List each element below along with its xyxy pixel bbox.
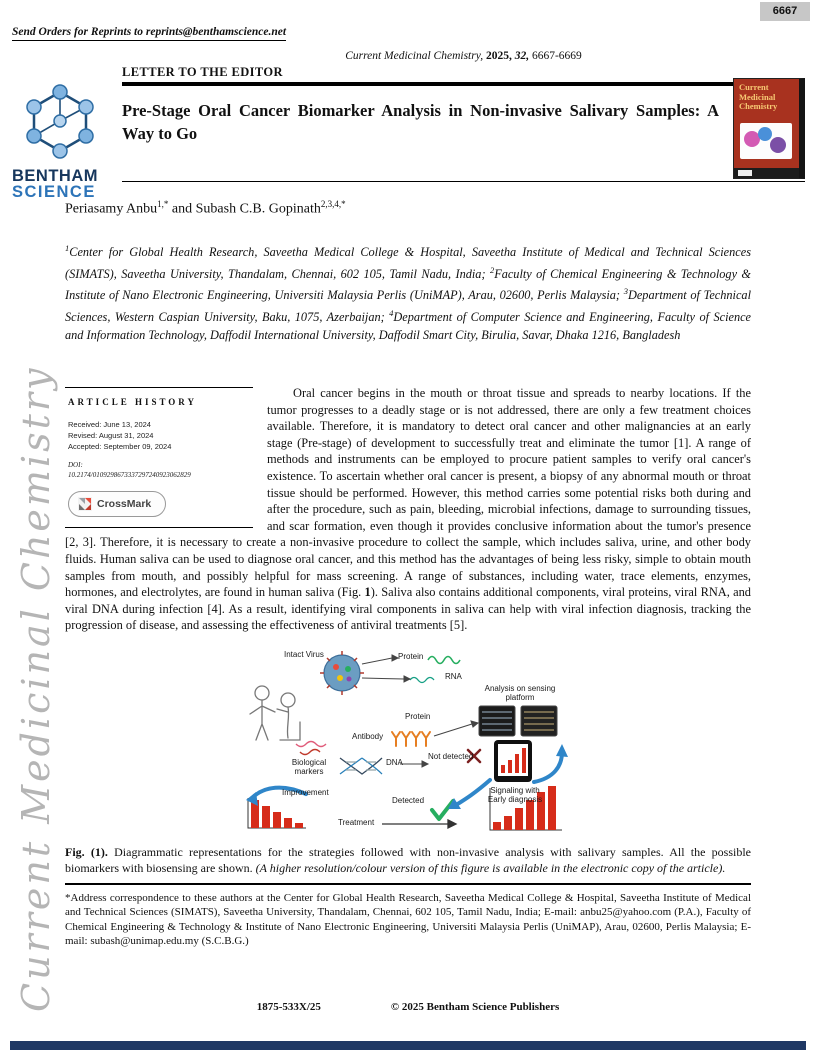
label-dna: DNA: [386, 757, 403, 767]
label-biological-markers: Biological markers: [291, 757, 327, 776]
affiliation-4-superscript: 4: [389, 308, 394, 319]
figure-caption-label: Fig. (1).: [65, 844, 108, 859]
cover-title: Current Medicinal Chemistry: [739, 82, 778, 111]
received-date: Received: June 13, 2024: [68, 420, 151, 429]
crossmark-icon: [78, 497, 92, 511]
virus-icon: [320, 651, 364, 695]
figure-caption-note: (A higher resolution/colour version of this figure is available in the electronic copy of the article).: [255, 860, 726, 875]
treatment-arrow: [382, 820, 456, 828]
reprint-notice: Send Orders for Reprints to reprints@benthamscience.net: [12, 26, 286, 41]
author-2: Subash C.B. Gopinath: [195, 201, 321, 217]
sensor-chip-icon: [479, 706, 557, 736]
cover-art-blob: [770, 137, 786, 153]
publisher-name-line1: BENTHAM: [12, 167, 98, 185]
body-paragraph-part2: ). Saliva also contains additional components, viral proteins, viral RNA, and viral DNA during infection [4]. As a result, identifying viral components in saliva can help with viral infection diagnosis, tracking the progression of disease, and assessing the effectiveness of antiviral treatments [5].: [65, 585, 751, 633]
authors-joiner: and: [168, 201, 196, 217]
figure-1-illustration: [242, 648, 574, 836]
doi-value: 10.2174/0109298673337297240923062829: [68, 470, 191, 479]
detected-check-icon: [432, 801, 453, 819]
cover-footer-band: [734, 168, 799, 178]
rna-strand-icon: [410, 677, 434, 682]
author-2-superscript: 2,3,4,*: [320, 199, 346, 209]
molecule-icon: [12, 72, 108, 168]
figure-caption-text: Diagrammatic representations for the strategies followed with non-invasive analysis with salivary samples. All the possible biomarkers with biosensing are shown.: [65, 844, 752, 875]
article-history-box: [65, 387, 253, 528]
section-label: LETTER TO THE EDITOR: [122, 65, 283, 79]
article-title: Pre-Stage Oral Cancer Biomarker Analysis in Non-invasive Salivary Samples: A Way to Go: [122, 101, 719, 143]
bentham-logo: [12, 72, 108, 168]
doi-block: [68, 461, 247, 480]
protein-squiggle-icon: [428, 656, 460, 663]
publisher-name: [12, 168, 108, 200]
label-improvement: Improvement: [282, 787, 329, 797]
affiliation-3-superscript: 3: [623, 286, 628, 297]
revised-date: Revised: August 31, 2024: [68, 431, 154, 440]
figure-caption: [65, 844, 751, 876]
bottom-accent-bar: [10, 1041, 806, 1050]
label-antibody: Antibody: [352, 731, 384, 741]
label-signaling: Signaling with Early diagnosis: [487, 785, 543, 804]
citation-volume: 32,: [511, 50, 530, 62]
author-1-superscript: 1,*: [157, 199, 169, 209]
doi-label: DOI:: [68, 461, 83, 469]
label-protein-mid: Protein: [405, 711, 431, 721]
main-content: [65, 385, 751, 949]
cover-art-blob: [758, 127, 772, 141]
label-rna: RNA: [445, 671, 462, 681]
page-footer: [65, 1001, 751, 1013]
citation-year: 2025,: [483, 50, 512, 62]
journal-citation: [122, 50, 805, 62]
copyright-notice: © 2025 Bentham Science Publishers: [390, 1001, 560, 1013]
dna-helix-icon: [340, 758, 382, 774]
page-number-badge: 6667: [760, 2, 810, 21]
issn-code: 1875-533X/25: [256, 1001, 321, 1013]
citation-pages: 6667-6669: [529, 50, 582, 62]
label-analysis-platform: Analysis on sensing platform: [484, 683, 556, 702]
cover-barcode: [738, 170, 752, 176]
header-rule-top: [122, 82, 805, 86]
accepted-date: Accepted: September 09, 2024: [68, 442, 172, 451]
correspondence-footnote: *Address correspondence to these authors at the Center for Global Health Research, Saveetha Medical College & Hospital, Saveetha Institute of Medical and Technical Sciences (SIMATS), Saveetha University, Thandalam, Chennai, 602 105, Tamil Nadu, India; E-mail: anbu25@yahoo.com (P.A.), Faculty of Chemical Engineering & Technology & Institute of Nano Electronic Engineering, Universiti Malaysia Perlis (UniMAP), Arau, 02600, Perlis Malaysia; E-mail: subash@unimap.edu.my (S.C.B.G.): [65, 891, 751, 948]
affiliation-2: Faculty of Chemical Engineering & Technology & Institute of Nano Electronic Engineering, Universiti Malaysia Perlis (UniMAP), Arau, 02600, Perlis Malaysia;: [65, 266, 751, 303]
label-detected: Detected: [392, 795, 425, 805]
header-rule-bottom: [122, 181, 805, 182]
label-protein-top: Protein: [398, 651, 424, 661]
crossmark-label: CrossMark: [97, 498, 152, 510]
label-intact-virus: Intact Virus: [284, 649, 324, 659]
authors-line: [65, 199, 346, 218]
phone-signal-icon: [494, 740, 532, 782]
publisher-name-line2: SCIENCE: [12, 183, 96, 201]
antibody-icon: [392, 732, 430, 746]
doctor-patient-sketch: [250, 686, 300, 740]
biomarker-squiggles-icon: [296, 741, 326, 754]
author-1: Periasamy Anbu: [65, 201, 158, 217]
cover-artwork: [740, 123, 792, 159]
figure-reference: 1: [364, 585, 371, 600]
label-not-detected: Not detected: [428, 751, 474, 761]
affiliation-2-superscript: 2: [489, 264, 495, 275]
affiliation-4: Department of Computer Science and Engineering, Faculty of Science and Information Technology, Daffodil International University, Daffodil Smart City, Birulia, Savar, Dhaka 1216, Bangladesh: [65, 310, 752, 342]
citation-journal: Current Medicinal Chemistry,: [345, 50, 484, 62]
crossmark-badge[interactable]: [68, 491, 166, 517]
article-history-heading: ARTICLE HISTORY: [68, 397, 197, 407]
body-paragraph-part1: Oral cancer begins in the mouth or throat tissue and spreads to nearby locations. If the tumor progresses to a deadly stage or is not addressed, there are only a few treatment choices available. Therefore, it is mandatory to detect oral cancer and other malignancies at an early stage (Pre-stage) of development to successfully treat and eliminate the tumor [1]. A range of methods and instruments can be employed to procure patient samples to verify oral cancer's existence. To ascertain whether oral cancer is present, a biopsy of any abnormal mouth or throat tissue should be performed. However, this method carries some potential risks both during and after the procedure, such as pain, bleeding, microbial infections, damage to surrounding tissues, and scar formation, even though it provides conclusive information about the tumor's presence [2, 3]. Therefore, it is necessary to create a non-invasive procedure to collect the sample, which includes saliva, urine, and other body fluids. Human saliva can be used to diagnose oral cancer, and this method has the advantages of being less risky, simple to obtain mouth samples from mouth, and possibly helpful for mass screening. A range of substances, including water, trace elements, enzymes, hormones, and electrolytes, are found in human saliva (Fig.: [65, 386, 751, 600]
affiliation-1-superscript: 1: [65, 243, 70, 253]
vertical-journal-title: Current Medicinal Chemistry: [14, 365, 58, 1012]
affiliation-3: Department of Technical Sciences, Western Caspian University, Baku, 1075, Azerbaijan;: [65, 288, 751, 325]
label-treatment: Treatment: [338, 817, 375, 827]
affiliations-block: [65, 240, 751, 344]
affiliation-1: Center for Global Health Research, Saveetha Medical College & Hospital, Saveetha Institute of Medical and Technical Sciences (SIMATS), Saveetha University, Thandalam, Chennai, 602 105, Tamil Nadu, India;: [65, 245, 751, 281]
footnote-rule: [65, 883, 751, 885]
figure-1-panel: [242, 648, 574, 836]
journal-cover-thumbnail: [733, 78, 805, 179]
